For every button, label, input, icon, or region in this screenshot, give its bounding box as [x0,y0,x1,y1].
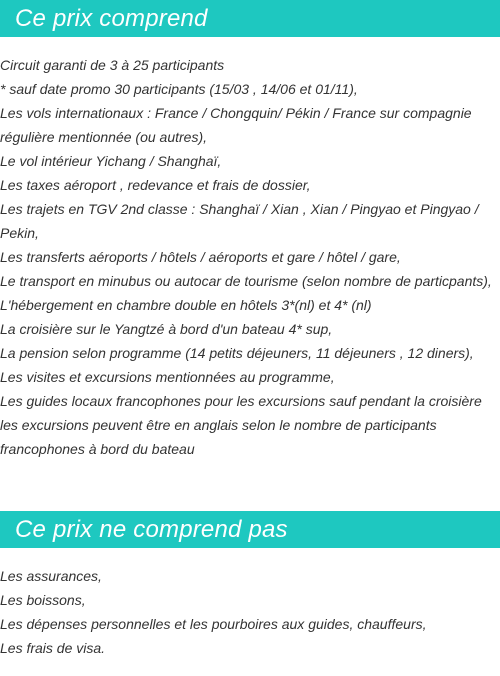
included-line: * sauf date promo 30 participants (15/03 , 14/06 et 01/11), [0,81,358,97]
included-line: Les taxes aéroport , redevance et frais de dossier, [0,177,311,193]
included-line: La pension selon programme (14 petits déjeuners, 11 déjeuners , 12 diners), [0,345,474,361]
included-line: Le vol intérieur Yichang / Shanghaï, [0,153,222,169]
included-line: francophones à bord du bateau [0,441,195,457]
included-line: régulière mentionnée (ou autres), [0,129,208,145]
included-line: La croisière sur le Yangtzé à bord d'un bateau 4* sup, [0,321,333,337]
included-items-list [0,53,500,461]
included-line: Pekin, [0,225,39,241]
excluded-line: Les assurances, [0,568,102,584]
included-section-header [0,0,500,37]
included-line: Circuit garanti de 3 à 25 participants [0,57,225,73]
included-line: Les visites et excursions mentionnées au programme, [0,369,335,385]
included-line: Le transport en minubus ou autocar de tourisme (selon nombre de particpants), [0,273,492,289]
excluded-section-header [0,511,500,548]
included-line: Les trajets en TGV 2nd classe : Shanghaï / Xian , Xian / Pingyao et Pingyao / [0,201,479,217]
included-line: les excursions peuvent être en anglais selon le nombre de participants [0,417,437,433]
included-line: L'hébergement en chambre double en hôtels 3*(nl) et 4* (nl) [0,297,372,313]
included-line: Les vols internationaux : France / Chongquin/ Pékin / France sur compagnie [0,105,472,121]
excluded-line: Les boissons, [0,592,86,608]
included-section-title: Ce prix comprend [15,5,208,32]
excluded-line: Les dépenses personnelles et les pourboires aux guides, chauffeurs, [0,616,427,632]
excluded-items-list [0,564,500,660]
included-line: Les transferts aéroports / hôtels / aéroports et gare / hôtel / gare, [0,249,401,265]
included-line: Les guides locaux francophones pour les excursions sauf pendant la croisière [0,393,482,409]
excluded-line: Les frais de visa. [0,640,106,656]
excluded-section-title: Ce prix ne comprend pas [15,516,288,543]
